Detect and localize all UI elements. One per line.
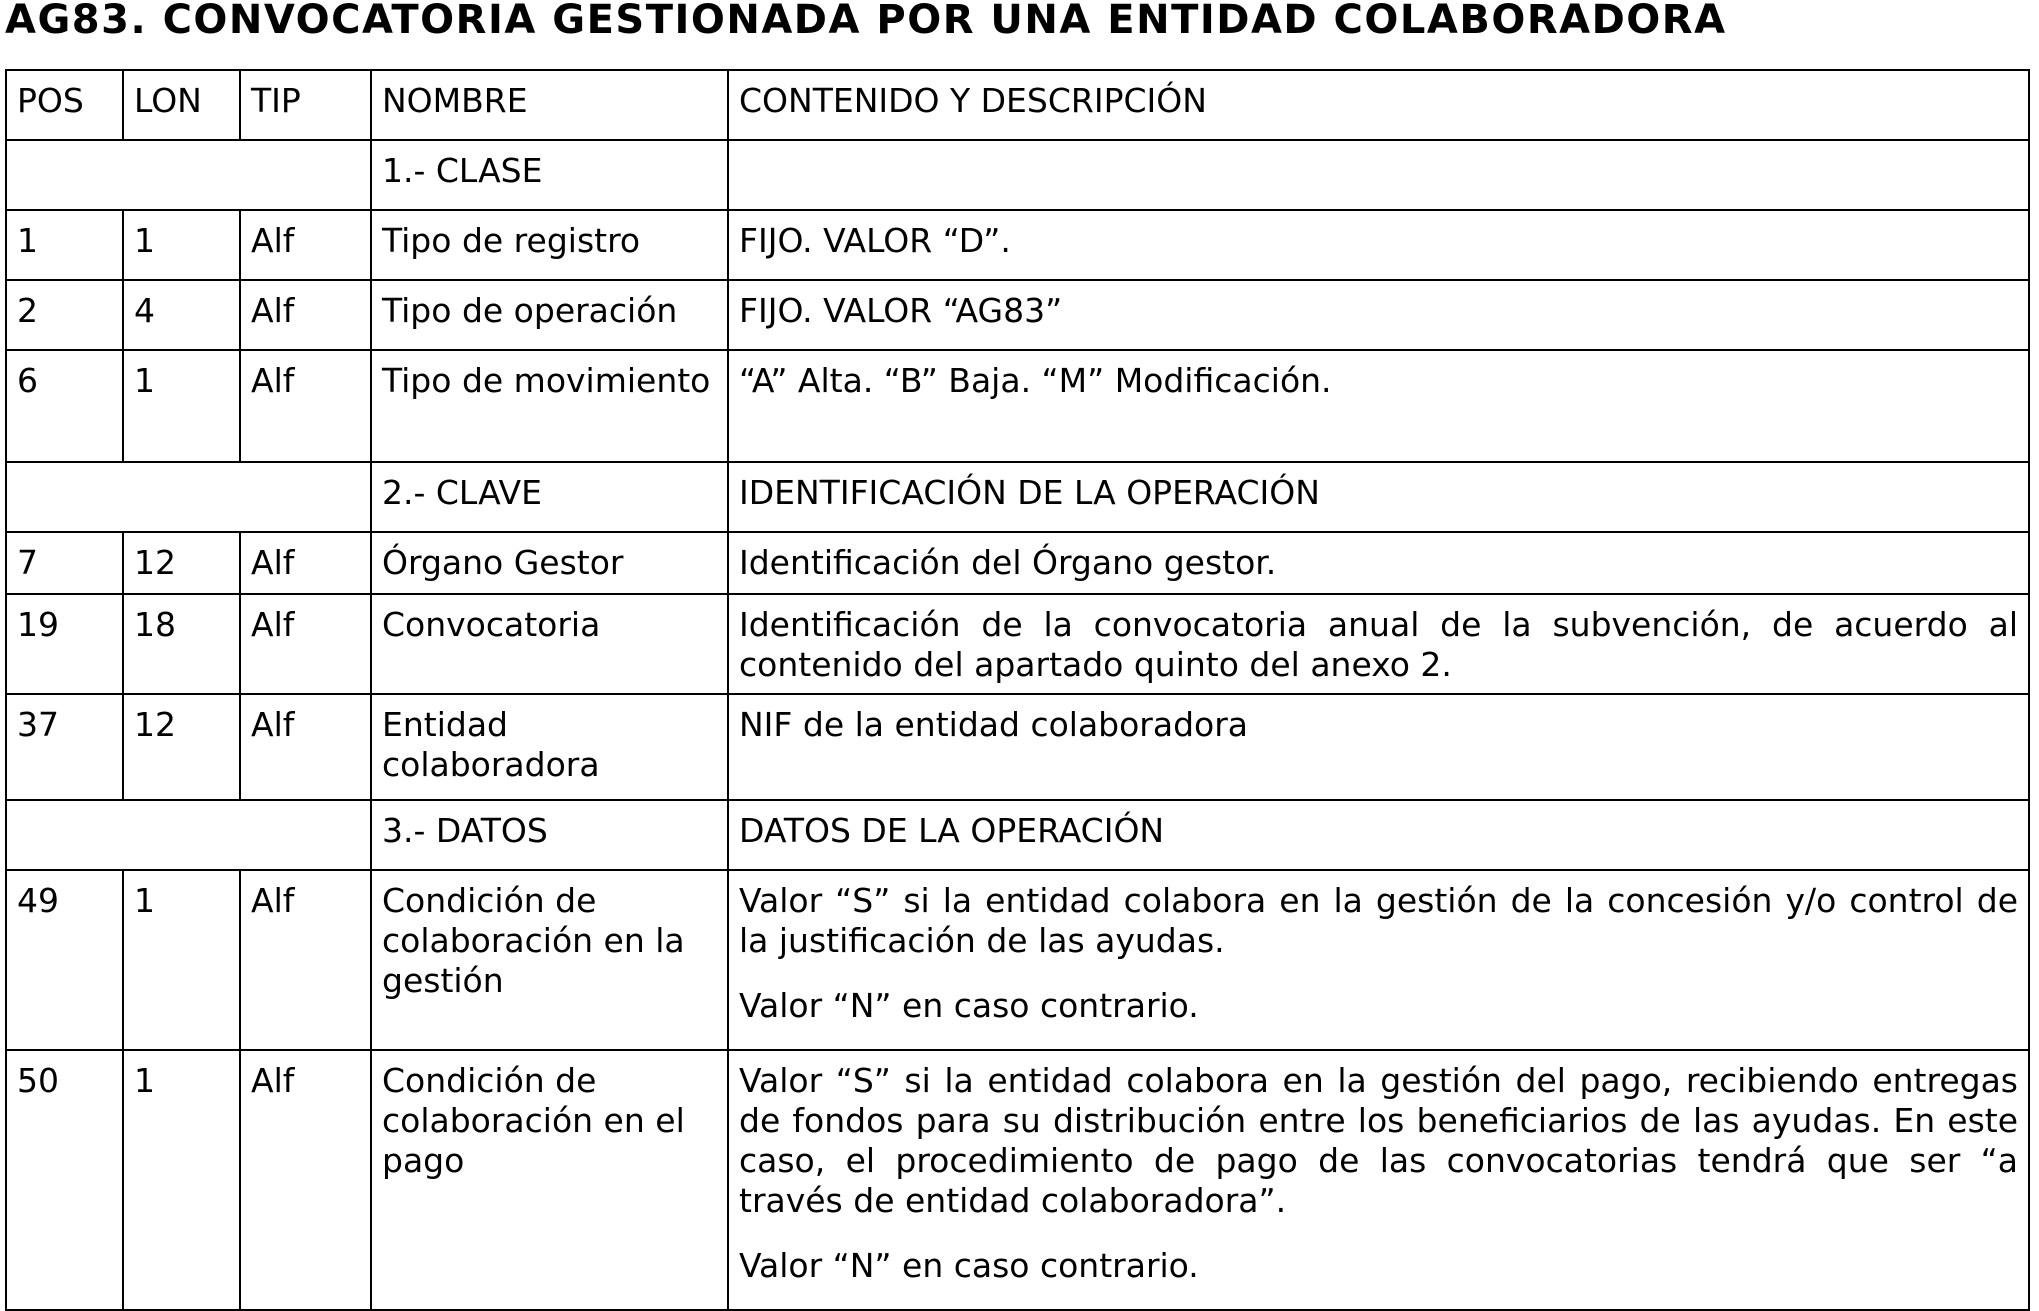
page-title: AG83. CONVOCATORIA GESTIONADA POR UNA ENTIDAD COLABORADORA (5, 0, 1727, 43)
cell-nombre: Condición de colaboración en la gestión (371, 870, 728, 1050)
cell-nombre: Tipo de operación (371, 280, 728, 350)
header-nombre: NOMBRE (371, 70, 728, 140)
cell-lon: 4 (123, 280, 240, 350)
cell-tip: Alf (240, 210, 371, 280)
cell-pos: 2 (6, 280, 123, 350)
header-tip: TIP (240, 70, 371, 140)
cell-pos: 49 (6, 870, 123, 1050)
section-name: 3.- DATOS (371, 800, 728, 870)
cell-lon: 1 (123, 210, 240, 280)
cell-tip: Alf (240, 1050, 371, 1310)
cell-pos: 19 (6, 594, 123, 694)
desc-paragraph: Valor “S” si la entidad colabora en la gestión de la concesión y/o control de la justificación de las ayudas. (739, 881, 2018, 960)
table-row (6, 594, 2029, 694)
cell-pos: 7 (6, 532, 123, 594)
cell-pos: 37 (6, 694, 123, 800)
section-name: 1.- CLASE (371, 140, 728, 210)
table-row (6, 532, 2029, 594)
section-spacer (6, 462, 371, 532)
table-row (6, 350, 2029, 462)
table-row (6, 210, 2029, 280)
cell-desc (728, 870, 2029, 1050)
section-name: 2.- CLAVE (371, 462, 728, 532)
cell-pos: 6 (6, 350, 123, 462)
cell-desc (728, 1050, 2029, 1310)
cell-tip: Alf (240, 594, 371, 694)
table-header-row (6, 70, 2029, 140)
cell-tip: Alf (240, 532, 371, 594)
section-row-datos (6, 800, 2029, 870)
cell-lon: 1 (123, 870, 240, 1050)
cell-nombre: Condición de colaboración en el pago (371, 1050, 728, 1310)
cell-lon: 12 (123, 532, 240, 594)
header-pos: POS (6, 70, 123, 140)
cell-tip: Alf (240, 694, 371, 800)
cell-nombre: Órgano Gestor (371, 532, 728, 594)
cell-tip: Alf (240, 870, 371, 1050)
cell-tip: Alf (240, 280, 371, 350)
cell-nombre: Tipo de movimiento (371, 350, 728, 462)
desc-paragraph: Valor “S” si la entidad colabora en la gestión del pago, recibiendo entregas de fondos para su distribución entre los beneficiarios de las ayudas. En este caso, el procedimiento de pago de las convocatorias tendrá que ser “a través de entidad colaboradora”. (739, 1061, 2018, 1220)
cell-pos: 50 (6, 1050, 123, 1310)
cell-desc: FIJO. VALOR “D”. (728, 210, 2029, 280)
header-contenido: CONTENIDO Y DESCRIPCIÓN (728, 70, 2029, 140)
section-row-clave (6, 462, 2029, 532)
section-spacer (6, 140, 371, 210)
desc-paragraph: Valor “N” en caso contrario. (739, 1246, 1199, 1285)
table-row (6, 870, 2029, 1050)
table-row (6, 280, 2029, 350)
cell-desc: Identificación del Órgano gestor. (728, 532, 2029, 594)
cell-desc: NIF de la entidad colaboradora (728, 694, 2029, 800)
table-row (6, 694, 2029, 800)
cell-lon: 18 (123, 594, 240, 694)
cell-lon: 1 (123, 350, 240, 462)
record-layout-table (5, 69, 2030, 1311)
section-desc (728, 140, 2029, 210)
cell-nombre: Entidad colaboradora (371, 694, 728, 800)
header-lon: LON (123, 70, 240, 140)
desc-paragraph: Valor “N” en caso contrario. (739, 986, 1199, 1025)
cell-tip: Alf (240, 350, 371, 462)
cell-lon: 12 (123, 694, 240, 800)
section-row-clase (6, 140, 2029, 210)
cell-nombre: Convocatoria (371, 594, 728, 694)
section-desc: IDENTIFICACIÓN DE LA OPERACIÓN (728, 462, 2029, 532)
cell-desc: Identificación de la convocatoria anual de la subvención, de acuerdo al contenido del apartado quinto del anexo 2. (728, 594, 2029, 694)
cell-pos: 1 (6, 210, 123, 280)
cell-nombre: Tipo de registro (371, 210, 728, 280)
cell-lon: 1 (123, 1050, 240, 1310)
table-row (6, 1050, 2029, 1310)
cell-desc: FIJO. VALOR “AG83” (728, 280, 2029, 350)
section-desc: DATOS DE LA OPERACIÓN (728, 800, 2029, 870)
section-spacer (6, 800, 371, 870)
cell-desc: “A” Alta. “B” Baja. “M” Modificación. (728, 350, 2029, 462)
